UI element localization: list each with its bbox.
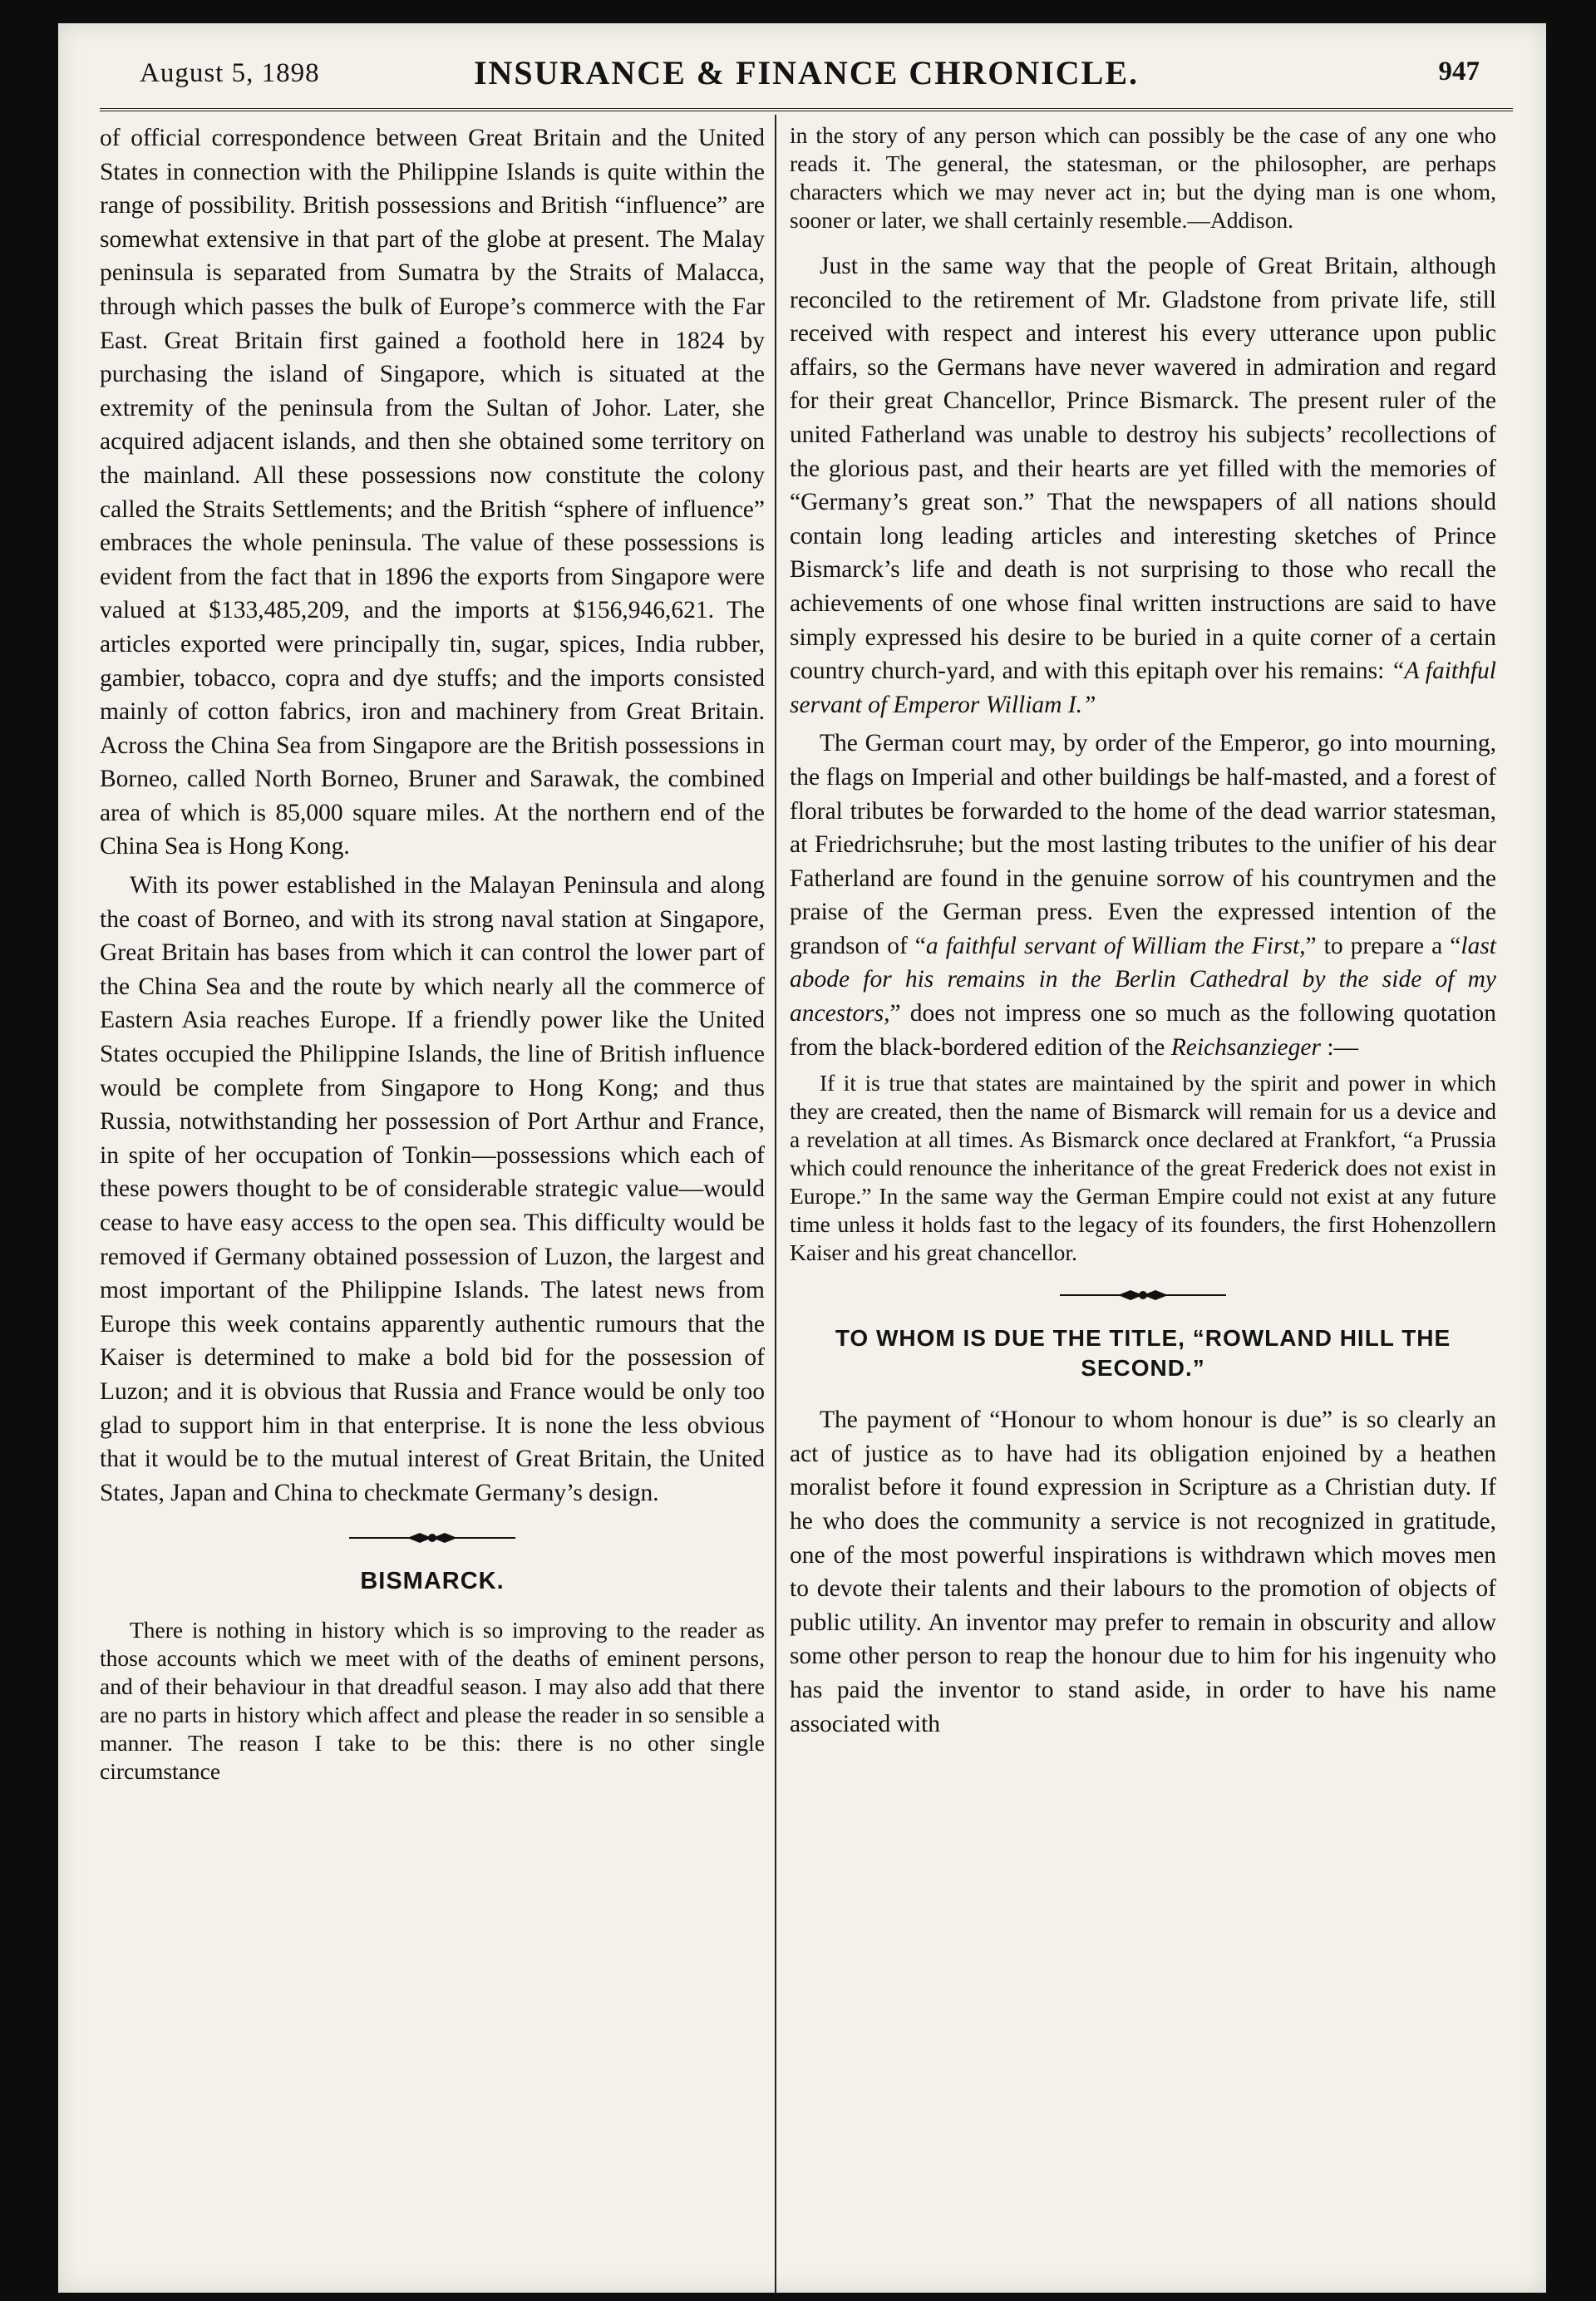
divider-ornament [790, 1287, 1496, 1312]
right-column [790, 121, 1496, 1741]
section-heading: TO WHOM IS DUE THE TITLE, “ROWLAND HILL THE SECOND.” [835, 1325, 1451, 1382]
paragraph-text: ” does not impress one so much as the following quotation from the black-bordered edition of the [790, 1000, 1496, 1061]
section-heading: BISMARCK. [360, 1568, 505, 1595]
article-paragraph: There is nothing in history which is so improving to the reader as those accounts which we meet with of the deaths of eminent persons, and of their behaviour in that dreadful season. I may also add that there are no parts in history which affect and please the reader in so sensible a manner. The reason I take to be this: there is no other single circumstance [100, 1617, 765, 1785]
column-divider [775, 115, 776, 2293]
article-paragraph: of official correspondence between Great Britain and the United States in connection with the Philippine Islands is quite within the range of possibility. British possessions and British “influence” are somewhat extensive in that part of the globe at present. The Malay peninsula is separated from Sumatra by the Straits of Malacca, through which passes the bulk of Europe’s commerce with the Far East. Great Britain first gained a foothold here in 1824 by purchasing the island of Singapore, which is situated at the extremity of the peninsula from the Sultan of Johor. Later, she acquired adjacent islands, and then she obtained some territory on the mainland. All these possessions now constitute the colony called the Straits Settlements; and the British “sphere of influence” embraces the whole peninsula. The value of these possessions is evident from the fact that in 1896 the exports from Singapore were valued at $133,485,209, and the imports at $156,946,621. The articles exported were principally tin, sugar, spices, India rubber, gambier, tobacco, copra and dye stuffs; and the imports consisted mainly of cotton fabrics, iron and machinery from Great Britain. Across the China Sea from Singapore are the British possessions in Borneo, called North Borneo, Bruner and Sarawak, the combined area of which is 85,000 square miles. At the northern end of the China Sea is Hong Kong. [100, 125, 765, 860]
header-rule [100, 108, 1513, 111]
page-number: 947 [1438, 57, 1480, 86]
page-header [100, 42, 1513, 100]
quotation-paragraph: in the story of any person which can possibly be the case of any one who reads it. The general, the statesman, or the philosopher, are perhaps characters which we may never act in; but the dying man is one whom, sooner or later, we shall certainly resemble.—Addison. [790, 122, 1496, 233]
article-paragraph [790, 249, 1496, 722]
article-paragraph: With its power established in the Malayan Peninsula and along the coast of Borneo, and with its strong naval station at Singapore, Great Britain has bases from which it can control the lower part of the China Sea and the route by which nearly all the commerce of Eastern Asia reaches Europe. If a friendly power like the United States occupied the Philippine Islands, the line of British influence would be complete from Singapore to Hong Kong; and thus Russia, notwithstanding her possession of Port Arthur and France, in spite of her occupation of Tonkin—possessions which each of these powers thought to be of considerable strategic value—would cease to have easy access to the open sea. This difficulty would be removed if Germany obtained possession of Luzon, the largest and most important of the Philippine Islands. The latest news from Europe this week contains apparently authentic rumours that the Kaiser is determined to make a bold bid for the possession of Luzon; and it is obvious that Russia and France would be only too glad to support him in that enterprise. It is none the less obvious that it would be to the mutual interest of Great Britain, the United States, Japan and China to checkmate Germany’s design. [100, 872, 765, 1506]
left-column [100, 121, 765, 1786]
paragraph-text: The German court may, by order of the Emperor, go into mourning, the flags on Imperial and other buildings be half-masted, and a forest of floral tributes be forwarded to the home of the dead warrior statesman, at Friedrichsruhe; but the most lasting tributes to the unifier of his dear Fatherland are found in the genuine sorrow of his countrymen and the praise of the German press. Even the expressed intention of the grandson of “ [790, 730, 1496, 959]
article-paragraph [790, 727, 1496, 1064]
issue-date: August 5, 1898 [140, 58, 320, 88]
paragraph-text: :— [1320, 1033, 1359, 1061]
publication-title: INSURANCE & FINANCE CHRONICLE. [473, 54, 1140, 91]
italic-quote: last abode for his remains in the Berlin Cathedral by the side of my ancestors, [790, 932, 1496, 1027]
epitaph-text: “A faithful servant of Emperor William I.” [790, 658, 1496, 718]
divider-ornament [100, 1530, 765, 1555]
article-paragraph: The payment of “Honour to whom honour is due” is so clearly an act of justice as to have had its obligation enjoined by a heathen moralist before it found expression in Scripture as a Christian duty. If he who does the community a service is not recognized in gratitude, one of the most powerful inspirations is withdrawn which moves men to devote their talents and their labours to the promotion of objects of public utility. An inventor may prefer to remain in obscurity and allow some other person to reap the honour due to him for his ingenuity who has paid the inventor to stand aside, in order to have his name associated with [790, 1407, 1496, 1737]
paragraph-text: Just in the same way that the people of Great Britain, although reconciled to the retirement of Mr. Gladstone from private life, still received with respect and interest his every utterance upon public affairs, so the Germans have never wavered in admiration and regard for their great Chancellor, Prince Bismarck. The present ruler of the united Fatherland was unable to destroy his subjects’ recollections of the glorious past, and their hearts are yet filled with the memories of “Germany’s great son.” That the newspapers of all nations should contain long leading articles and interesting sketches of Prince Bismarck’s life and death is not surprising to those who recall the achievements of one whose final written instructions are said to have simply expressed his desire to be buried in a quite corner of a certain country church-yard, and with this epitaph over his remains: [790, 253, 1496, 685]
newspaper-page [58, 23, 1546, 2293]
quotation-paragraph: If it is true that states are maintained by the spirit and power in which they are created, then the name of Bismarck will remain for us a device and a revelation at all times. As Bismarck once declared at Frankfort, “a Prussia which could renounce the inheritance of the great Frederick does not exist in Europe.” In the same way the German Empire could not exist at any future time unless it holds fast to the legacy of its founders, the first Hohenzollern Kaiser and his great chancellor. [790, 1070, 1496, 1266]
italic-quote: Reichsanzieger [1170, 1033, 1321, 1061]
paragraph-text: ” to prepare a “ [1305, 932, 1461, 959]
italic-quote: a faithful servant of William the First, [925, 932, 1306, 959]
